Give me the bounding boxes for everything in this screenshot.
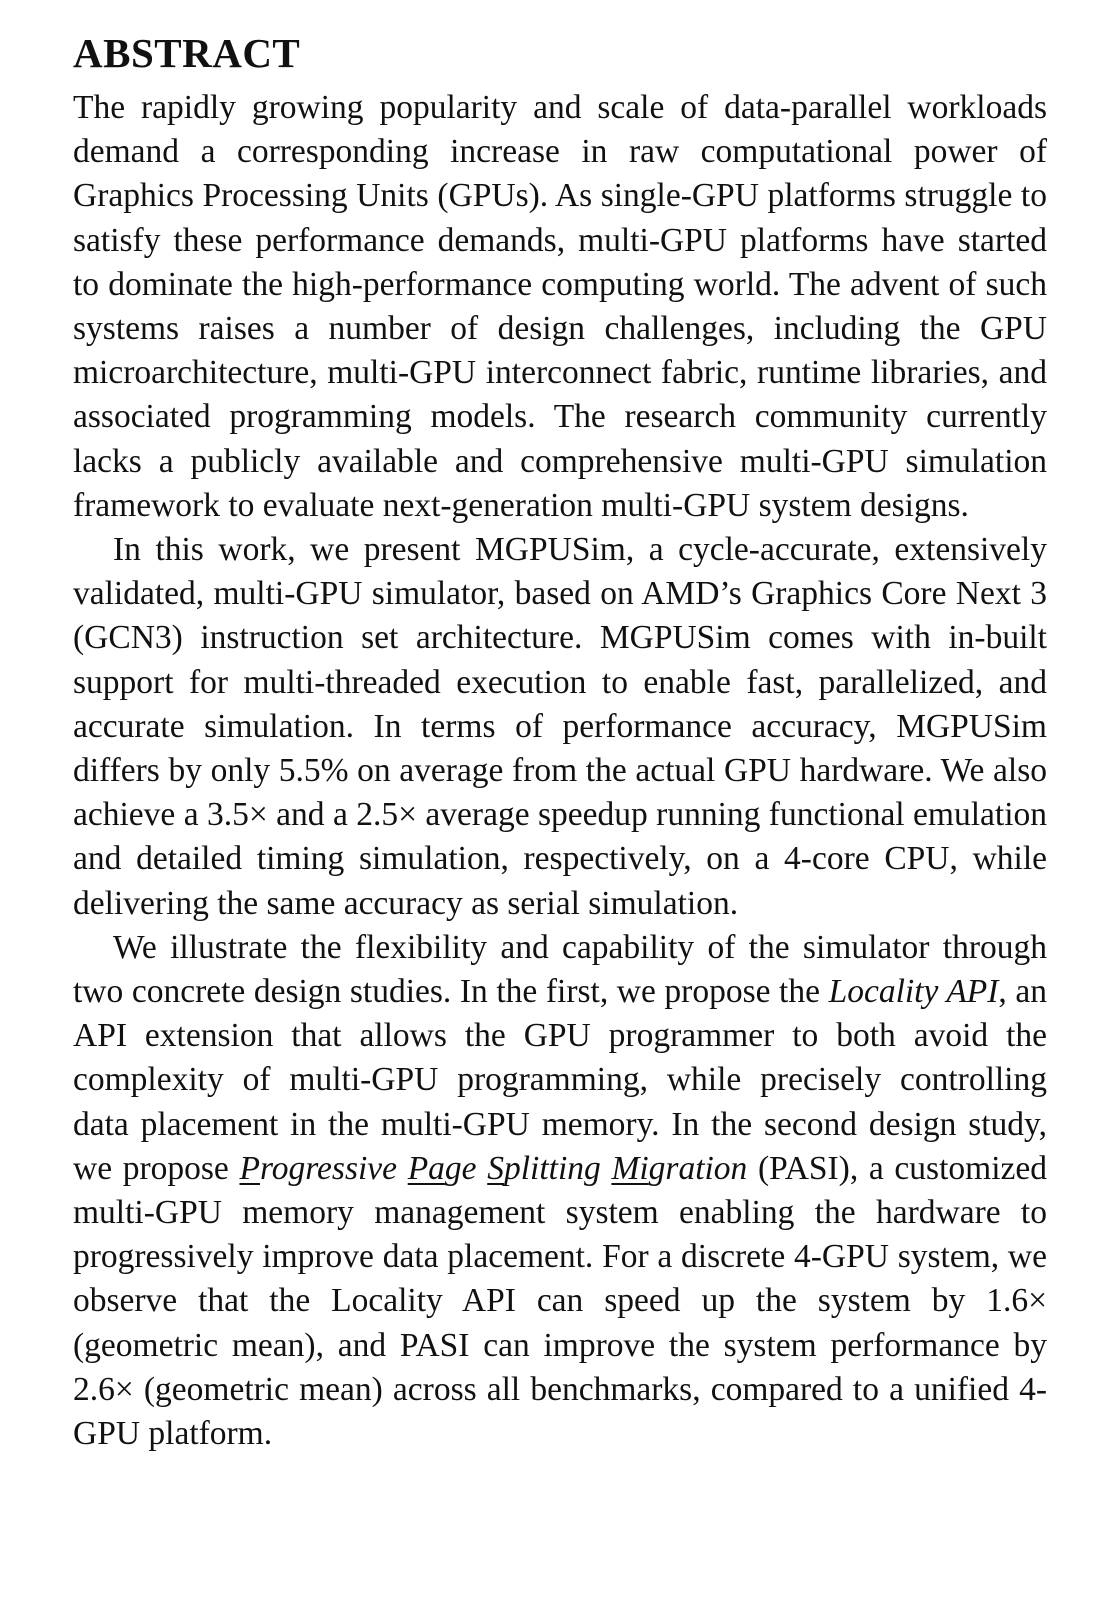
paragraph-3-text-a: We illustrate the flexibility and capability of the simulator through two concrete design studies. In the first, we propose the bbox=[73, 928, 1047, 1011]
pasi-letter-s: S bbox=[487, 1149, 504, 1187]
pasi-word-plitting: plitting bbox=[503, 1149, 612, 1187]
pasi-letters-mi: Mi bbox=[611, 1149, 649, 1187]
abstract-section bbox=[73, 30, 1047, 1456]
abstract-paragraph-3 bbox=[73, 926, 1047, 1456]
abstract-paragraph-1: The rapidly growing popularity and scale of data-parallel workloads demand a corresponding increase in raw computational power of Graphics Processing Units (GPUs). As single-GPU platforms struggle to satisfy these performance demands, multi-GPU platforms have started to dominate the high-performance computing world. The advent of such systems raises a number of design challenges, including the GPU microarchitecture, multi-GPU interconnect fabric, runtime libraries, and associated programming models. The research community currently lacks a publicly available and comprehensive multi-GPU simulation framework to evaluate next-generation multi-GPU system designs. bbox=[73, 89, 1047, 524]
abstract-heading: ABSTRACT bbox=[73, 30, 301, 76]
abstract-paragraph-2: In this work, we present MGPUSim, a cycle-accurate, extensively validated, multi-GPU simulator, based on AMD’s Graphics Core Next 3 (GCN3) instruction set architecture. MGPUSim comes with in-built support for multi-threaded execution to enable fast, parallelized, and accurate simulation. In terms of performance accuracy, MGPUSim differs by only 5.5% on average from the actual GPU hardware. We also achieve a 3.5× and a 2.5× average speedup running functional emulation and detailed timing simulation, respectively, on a 4-core CPU, while delivering the same accuracy as serial simulation. bbox=[73, 531, 1047, 922]
pasi-word-gration: gration bbox=[648, 1149, 748, 1187]
pasi-term bbox=[239, 1150, 747, 1187]
paragraph-3-text-c: (PASI), a customized multi-GPU memory management system enabling the hardware to progressively improve data placement. For a discrete 4-GPU system, we observe that the Locality API can speed up the system by 1.6× (geometric mean), and PASI can improve the system performance by 2.6× (geometric mean) across all benchmarks, compared to a unified 4-GPU platform. bbox=[73, 1149, 1047, 1453]
pasi-letters-pa: Pa bbox=[407, 1149, 445, 1187]
pasi-word-rogressive: rogressive bbox=[259, 1149, 408, 1187]
locality-api-term: Locality API bbox=[828, 973, 999, 1011]
paragraph-3-text-b: , an API extension that allows the GPU programmer to both avoid the complexity of multi-GPU programming, while precisely controlling data placement in the multi-GPU memory. In the second design study, we propose bbox=[73, 973, 1047, 1187]
pasi-word-ge: ge bbox=[444, 1149, 488, 1187]
pasi-letter-p: P bbox=[239, 1149, 260, 1187]
